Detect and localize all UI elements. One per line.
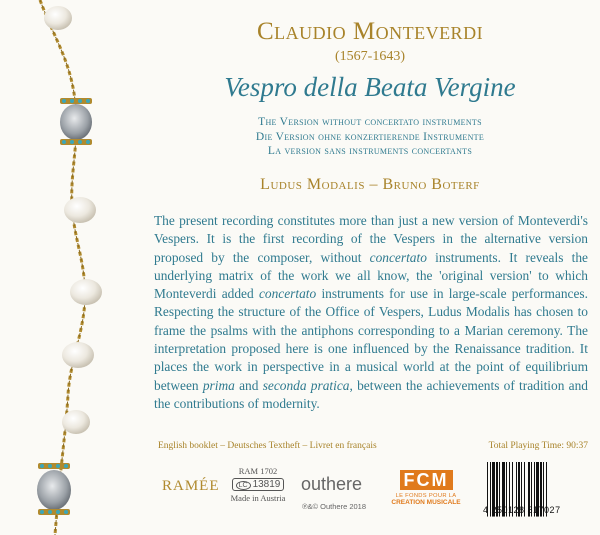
fcm-logo-block	[386, 470, 466, 506]
version-subtitles	[140, 115, 600, 159]
catalog-block	[226, 466, 290, 503]
fcm-line1: LE FONDS POUR LA	[395, 493, 457, 499]
version-german: Die Version ohne konzertierende Instrumente	[255, 130, 485, 143]
fcm-line2: CREATION MUSICALE	[391, 499, 461, 506]
booklet-languages: English booklet – Deutsches Textheft – Livret en français	[158, 441, 377, 451]
catalog-number: RAM 1702	[238, 466, 278, 476]
outhere-logo: outhere	[301, 474, 363, 494]
work-title: Vespro della Beata Vergine	[224, 72, 516, 102]
fcm-logo: FCM	[400, 470, 453, 490]
outhere-copyright: ℗&© Outhere 2018	[302, 502, 367, 511]
composer-dates: (1567-1643)	[335, 49, 405, 64]
description-paragraph: The present recording constitutes more than just a new version of Monteverdi's Vespers. It is the first recording of the Vespers in the alternative version proposed by the composer, without concertato instruments. It reveals the underlying matrix of the work we all know, the 'original version' to which Monteverdi added concertato instruments for use in large-scale performances. Respecting the structure of the Office of Vespers, Ludus Modalis has chosen to frame the psalms with the antiphons corresponding to a Marian ceremony. The interpretation proposed here is one influenced by the Renaissance tradition. It places the work in perspective in a musical world at the point of equilibrium between prima and seconda pratica, between the achievements of tradition and the contributions of modernity.	[154, 213, 588, 411]
label-code: LC 13819	[232, 478, 285, 491]
made-in: Made in Austria	[230, 493, 286, 503]
total-playing-time: Total Playing Time: 90:37	[488, 441, 588, 451]
barcode-number: 4 250128 517027	[483, 505, 561, 515]
ramee-logo: RAMÉE	[162, 478, 220, 494]
lc-icon: LC	[236, 481, 251, 490]
version-english: The Version without concertato instruments	[258, 116, 482, 128]
back-cover-content	[140, 0, 600, 535]
version-french: La version sans instruments concertants	[267, 145, 473, 157]
composer-name: Claudio Monteverdi	[256, 18, 484, 45]
pearl-necklace-image	[0, 0, 130, 535]
performers: Ludus Modalis – Bruno Boterf	[260, 176, 480, 193]
